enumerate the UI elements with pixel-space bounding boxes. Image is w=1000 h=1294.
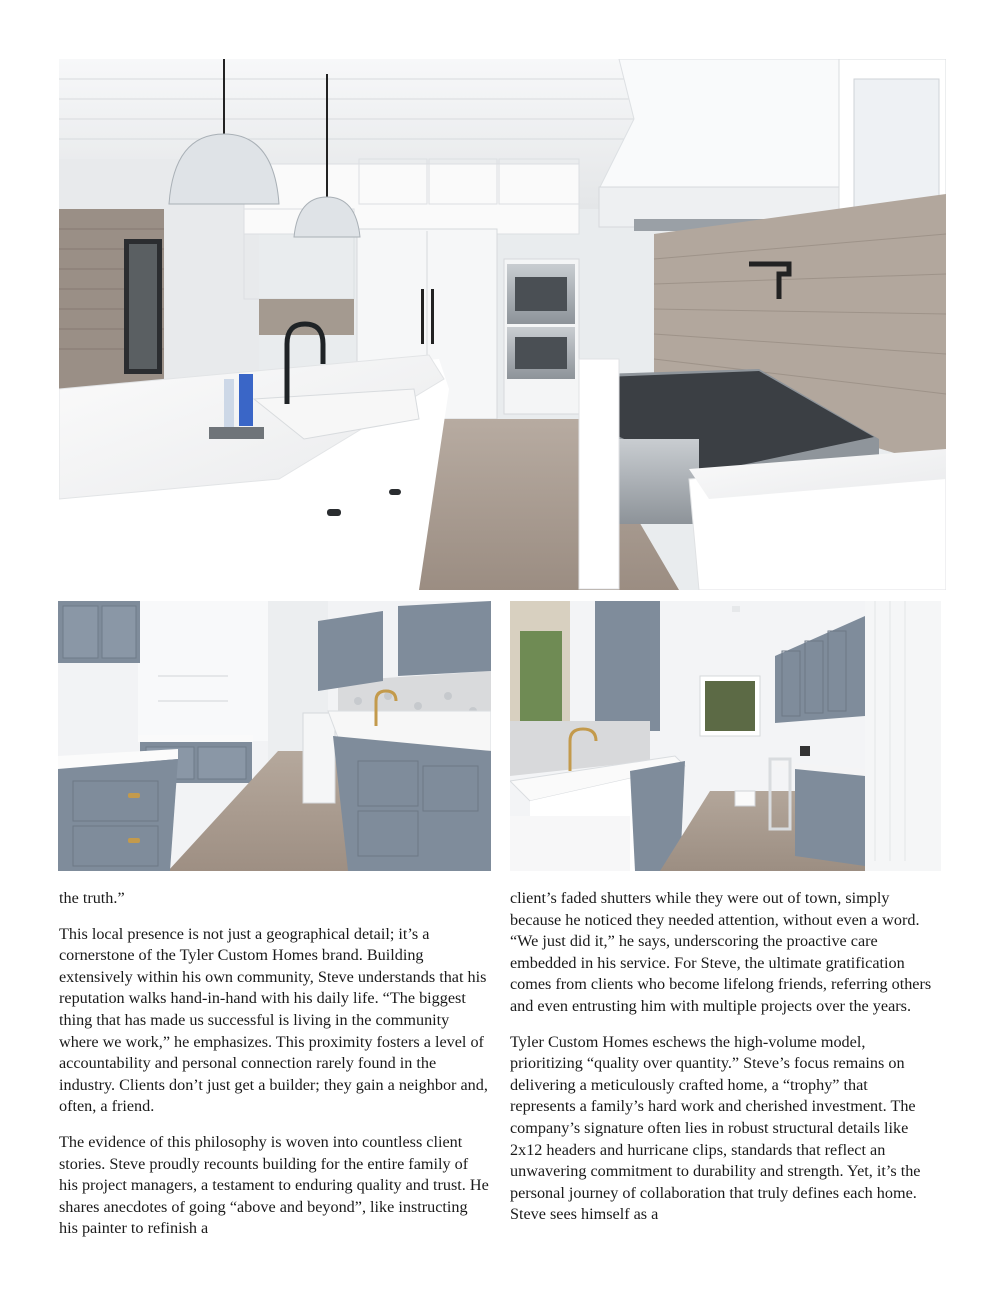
pantry-photo	[510, 601, 941, 871]
laundry-illustration	[58, 601, 491, 871]
article-paragraph: Tyler Custom Homes eschews the high-volume model, prioritizing “quality over quantity.” Steve’s focus remains on delivering a meticulously crafted home, a “trophy” that represents a family’s hard work and cherished investment. The company’s signature often lies in robust structural details like 2x12 headers and hurricane clips, standards that reflect an unwavering commitment to durability and strength. Yet, it’s the personal journey of collaboration that truly defines each home. Steve sees himself as a	[510, 1032, 921, 1224]
kitchen-photo	[59, 59, 946, 590]
pantry-illustration	[510, 601, 941, 871]
article-paragraph: The evidence of this philosophy is woven into countless client stories. Steve proudly recounts building for the entire family of his project managers, a testament to enduring quality and trust. He shares anecdotes of going “above and beyond”, like instructing his painter to refinish a	[59, 1132, 489, 1238]
article-paragraph: client’s faded shutters while they were out of town, simply because he noticed they needed attention, without even a word. “We just did it,” he says, underscoring the proactive care embedded in his service. For Steve, the ultimate gratification comes from clients who become lifelong friends, referring others and even entrusting him with multiple projects over the years.	[510, 889, 932, 1015]
article-paragraph: the truth.”	[59, 889, 125, 907]
article-right-column	[510, 888, 935, 1240]
article-paragraph: This local presence is not just a geographical detail; it’s a cornerstone of the Tyler Custom Homes brand. Building extensively within his own community, Steve understands that his reputation walks hand-in-hand with his daily life. “The biggest thing that has made us successful is living in the community where we work,” he emphasizes. This proximity fosters a level of accountability and personal connection rarely found in the industry. Clients don’t just get a builder; they gain a neighbor and, often, a friend.	[59, 924, 488, 1116]
article-left-column	[59, 888, 489, 1254]
laundry-photo	[58, 601, 491, 871]
kitchen-illustration	[59, 59, 946, 590]
